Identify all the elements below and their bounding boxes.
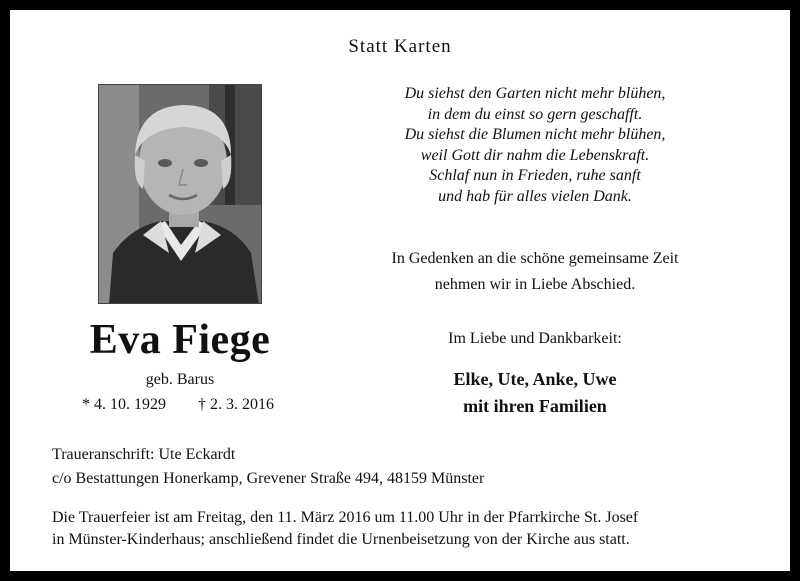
birth-name: geb. Barus — [145, 371, 215, 388]
thanks-line: Im Liebe und Dankbarkeit: — [448, 330, 622, 347]
memorial-text — [340, 246, 730, 298]
family-names — [340, 366, 730, 420]
death-date: † 2. 3. 2016 — [198, 396, 274, 413]
funeral-service-info — [52, 507, 638, 551]
poem-line: in dem du einst so gern geschafft. — [427, 105, 643, 123]
birth-date: * 4. 10. 1929 — [82, 396, 166, 413]
poem-line: und hab für alles vielen Dank. — [438, 187, 632, 205]
family-line: Elke, Ute, Anke, Uwe — [453, 369, 617, 389]
service-line: Die Trauerfeier ist am Freitag, den 11. März 2016 um 11.00 Uhr in der Pfarrkirche St. Josef — [52, 509, 639, 526]
deceased-name: Eva Fiege — [89, 317, 271, 363]
poem-line: Schlaf nun in Frieden, ruhe sanft — [429, 167, 641, 185]
memorial-line: nehmen wir in Liebe Abschied. — [434, 276, 636, 293]
poem — [340, 84, 730, 208]
poem-line: Du siehst die Blumen nicht mehr blühen, — [404, 126, 666, 144]
header-statt-karten: Statt Karten — [348, 36, 452, 57]
obituary-card — [10, 10, 790, 571]
mourning-address — [52, 443, 484, 491]
poem-line: weil Gott dir nahm die Lebenskraft. — [420, 146, 650, 164]
poem-line: Du siehst den Garten nicht mehr blühen, — [404, 85, 666, 102]
service-line: in Münster-Kinderhaus; anschließend findet die Urnenbeisetzung von der Kirche aus statt. — [52, 531, 630, 548]
family-line: mit ihren Familien — [463, 396, 607, 416]
address-line: c/o Bestattungen Honerkamp, Grevener Straße 494, 48159 Münster — [52, 470, 485, 487]
address-line: Traueranschrift: Ute Eckardt — [52, 446, 236, 463]
memorial-line: In Gedenken an die schöne gemeinsame Zeit — [391, 250, 679, 267]
portrait-photo — [98, 84, 262, 304]
